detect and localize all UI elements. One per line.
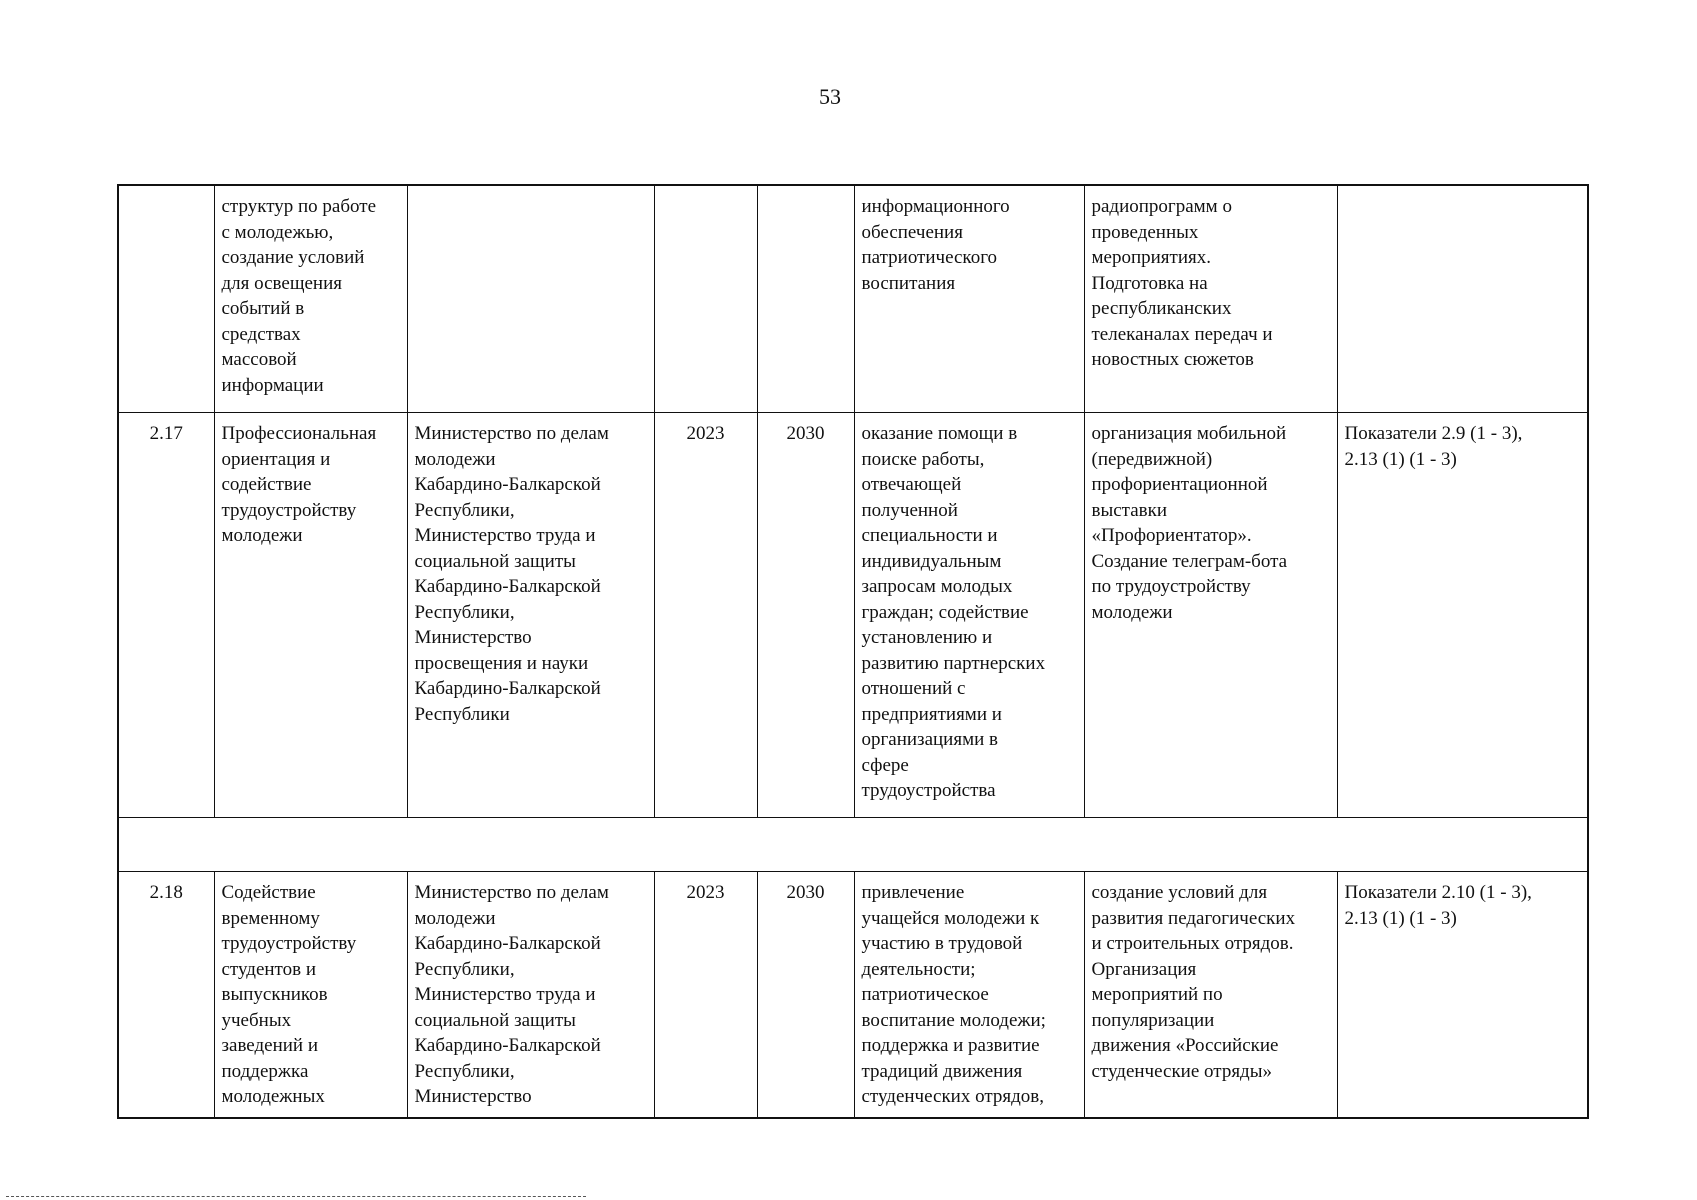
start-year-cell: 2023: [654, 413, 757, 818]
table-row: [118, 185, 1588, 413]
start-year-cell: [654, 185, 757, 413]
scan-edge-line: [6, 1196, 586, 1197]
results-cell: создание условий для развития педагогических и строительных отрядов. Организация мероприятий по популяризации движения «Российские студенческие отряды»: [1084, 872, 1337, 1119]
measure-name-cell: Содействие временному трудоустройству студентов и выпускников учебных заведений и поддержка молодежных: [214, 872, 407, 1119]
row-number-cell: [118, 185, 214, 413]
executor-cell: Министерство по делам молодежи Кабардино-Балкарской Республики, Министерство труда и социальной защиты Кабардино-Балкарской Республики, Министерство просвещения и науки Кабардино-Балкарской Республики: [407, 413, 654, 818]
results-cell: организация мобильной (передвижной) профориентационной выставки «Профориентатор». Создание телеграм-бота по трудоустройству молодежи: [1084, 413, 1337, 818]
measure-name-cell: Профессиональная ориентация и содействие трудоустройству молодежи: [214, 413, 407, 818]
end-year-cell: 2030: [757, 872, 854, 1119]
measure-name-cell: структур по работе с молодежью, создание условий для освещения событий в средствах массовой информации: [214, 185, 407, 413]
page-number: 53: [819, 84, 841, 109]
tasks-cell: информационного обеспечения патриотического воспитания: [854, 185, 1084, 413]
table-row: [118, 872, 1588, 1119]
indicators-cell: [1337, 185, 1588, 413]
tasks-cell: привлечение учащейся молодежи к участию в трудовой деятельности; патриотическое воспитание молодежи; поддержка и развитие традиций движения студенческих отрядов,: [854, 872, 1084, 1119]
table-row: [118, 413, 1588, 818]
executor-cell: Министерство по делам молодежи Кабардино-Балкарской Республики, Министерство труда и социальной защиты Кабардино-Балкарской Республики, Министерство: [407, 872, 654, 1119]
row-number-cell: 2.17: [118, 413, 214, 818]
indicators-cell: Показатели 2.10 (1 - 3), 2.13 (1) (1 - 3): [1337, 872, 1588, 1119]
end-year-cell: [757, 185, 854, 413]
start-year-cell: 2023: [654, 872, 757, 1119]
executor-cell: [407, 185, 654, 413]
results-cell: радиопрограмм о проведенных мероприятиях. Подготовка на республиканских телеканалах передач и новостных сюжетов: [1084, 185, 1337, 413]
measures-table: [117, 184, 1589, 1119]
spacer-row: [118, 818, 1588, 872]
row-number-cell: 2.18: [118, 872, 214, 1119]
indicators-cell: Показатели 2.9 (1 - 3), 2.13 (1) (1 - 3): [1337, 413, 1588, 818]
tasks-cell: оказание помощи в поиске работы, отвечающей полученной специальности и индивидуальным запросам молодых граждан; содействие установлению и развитию партнерских отношений с предприятиями и организациями в сфере трудоустройства: [854, 413, 1084, 818]
end-year-cell: 2030: [757, 413, 854, 818]
spacer-cell: [118, 818, 1588, 872]
